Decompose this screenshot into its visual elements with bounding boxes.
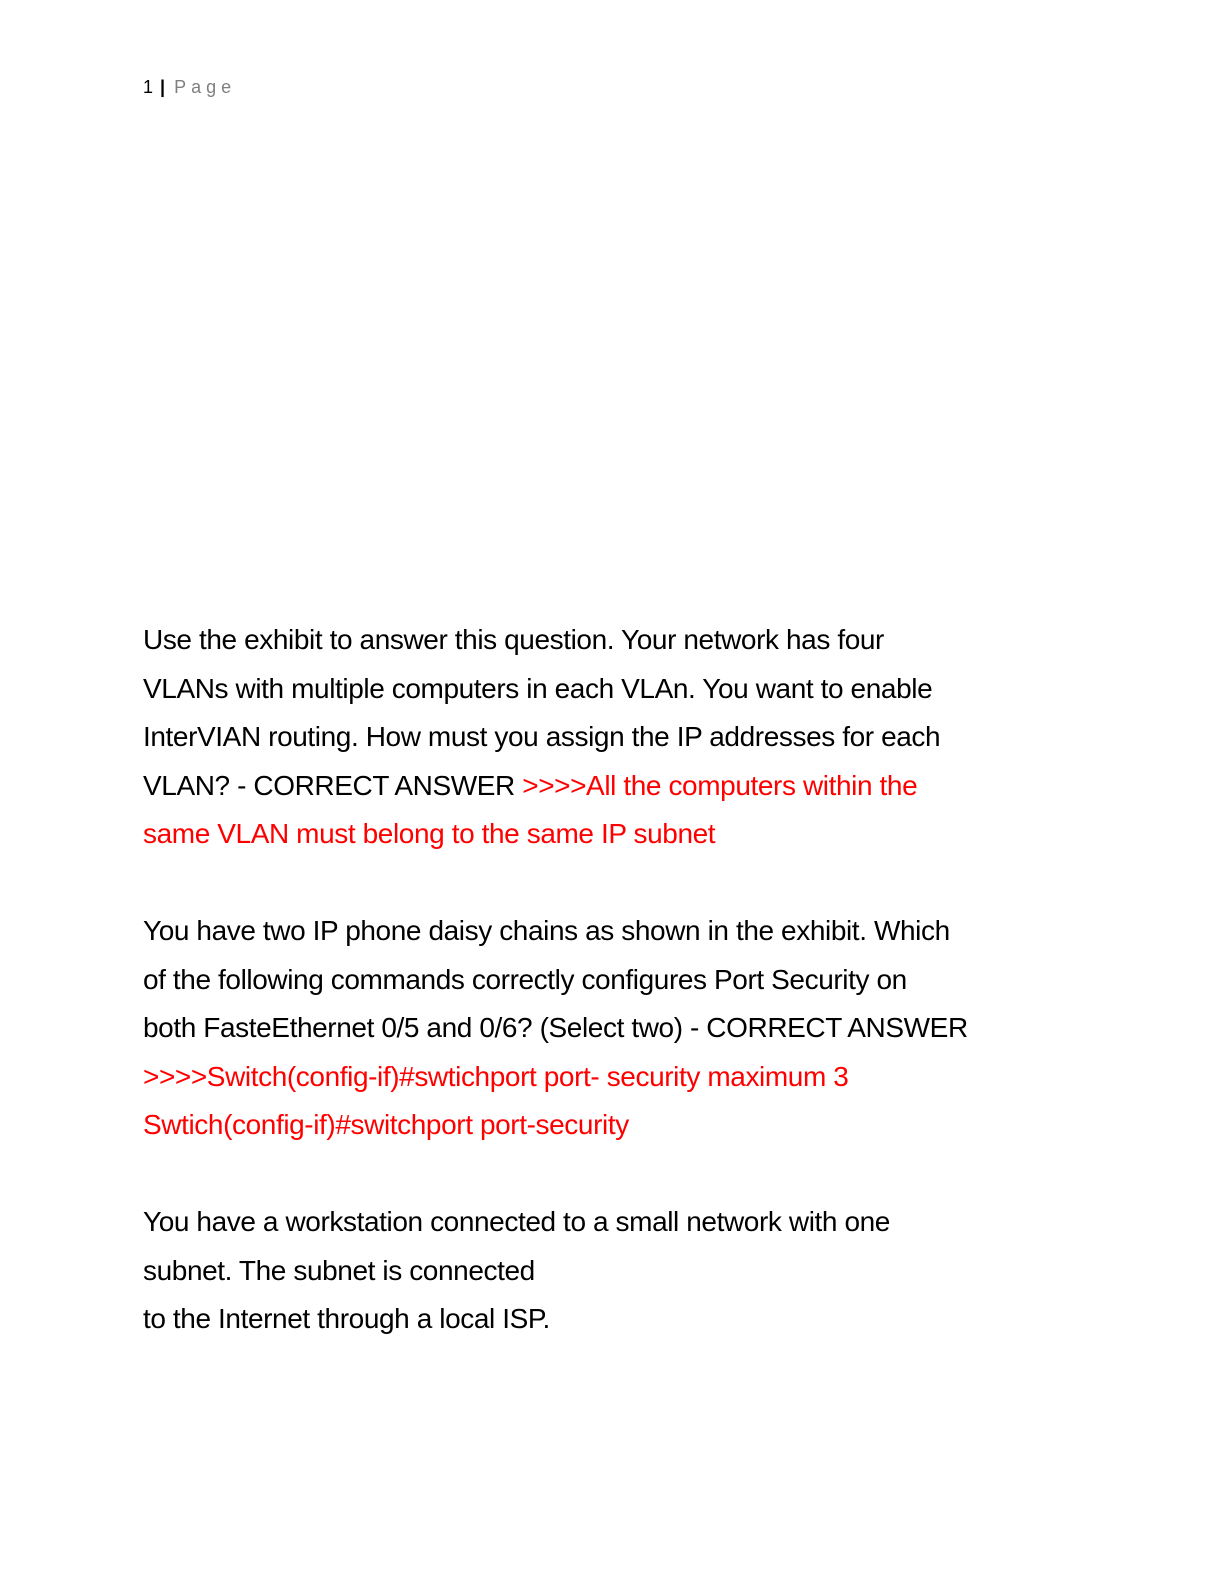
question-line: You have a workstation connected to a small network with one <box>143 1206 890 1237</box>
page-label: Page <box>174 77 237 97</box>
question-line: InterVIAN routing. How must you assign the IP addresses for each <box>143 721 941 752</box>
question-line: Use the exhibit to answer this question. Your network has four <box>143 624 884 655</box>
question-line: VLANs with multiple computers in each VLAn. You want to enable <box>143 672 933 704</box>
answer-line: Swtich(config-if)#switchport port-security <box>143 1109 629 1140</box>
question-line-end: VLAN? - CORRECT ANSWER <box>143 769 523 801</box>
question-line: of the following commands correctly configures Port Security on <box>143 963 907 995</box>
answer-text: >>>>All the computers within the <box>522 769 918 801</box>
question-line: subnet. The subnet is connected <box>143 1254 535 1286</box>
question-line: You have two IP phone daisy chains as shown in the exhibit. Which <box>143 915 950 946</box>
page-header <box>143 76 236 98</box>
qa-block-3 <box>143 1198 1073 1344</box>
qa-block-1 <box>143 616 1073 859</box>
question-answer-line <box>143 762 1073 811</box>
question-line: to the Internet through a local ISP. <box>143 1303 550 1334</box>
qa-block-2 <box>143 907 1073 1150</box>
page-number: 1 <box>143 77 154 97</box>
header-separator: | <box>160 77 166 97</box>
answer-line: >>>>Switch(config-if)#swtichport port- security maximum 3 <box>143 1060 849 1092</box>
question-line: both FasteEthernet 0/5 and 0/6? (Select two) - CORRECT ANSWER <box>143 1012 968 1043</box>
answer-line: same VLAN must belong to the same IP subnet <box>143 818 716 849</box>
document-body <box>143 616 1073 1344</box>
